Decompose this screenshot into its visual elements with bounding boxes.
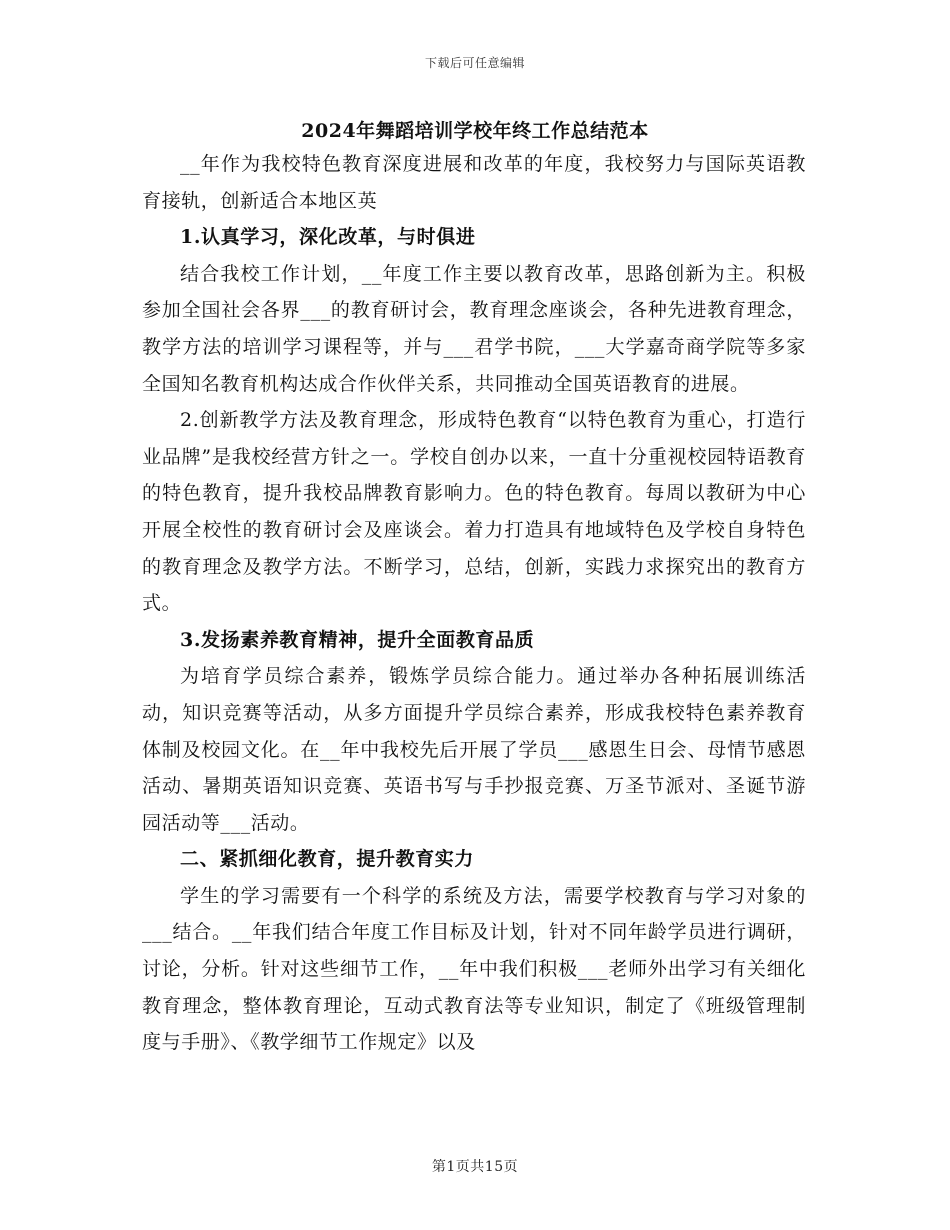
page-header-note: 下载后可任意编辑 [424,56,525,70]
section-heading-1: 1.认真学习，深化改革，与时俱进 [180,226,476,249]
paragraph-part-2: 学生的学习需要有一个科学的系统及方法，需要学校教育与学习对象的___结合。__年我们结合年度工作目标及计划，针对不同年龄学员进行调研，讨论，分析。针对这些细节工作，__年中我们积极___老师外出学习有关细化教育理念，整体教育理论，互动式教育法等专业知识，制定了《班级管理制度与手册》、《教学细节工作规定》以及 [142,884,806,1054]
page-number-footer: 第1页共15页 [431,1159,519,1175]
document-title: 2024年舞蹈培训学校年终工作总结范本 [301,120,649,142]
paragraph-section-3: 为培育学员综合素养，锻炼学员综合能力。通过举办各种拓展训练活动，知识竞赛等活动，从多方面提升学员综合素养，形成我校特色素养教育体制及校园文化。在__年中我校先后开展了学员___感恩生日会、母情节感恩活动、暑期英语知识竞赛、英语书写与手抄报竞赛、万圣节派对、圣诞节游园活动等___活动。 [142,665,806,834]
section-heading-part-2: 二、紧抓细化教育，提升教育实力 [180,848,475,871]
paragraph-intro: __年作为我校特色教育深度进展和改革的年度，我校努力与国际英语教育接轨，创新适合本地区英 [142,153,806,212]
section-heading-3: 3.发扬素养教育精神，提升全面教育品质 [180,628,535,651]
paragraph-section-2: 2.创新教学方法及教育理念，形成特色教育“以特色教育为重心，打造行业品牌”是我校经营方针之一。学校自创办以来，一直十分重视校园特语教育的特色教育，提升我校品牌教育影响力。色的特色教育。每周以教研为中心开展全校性的教育研讨会及座谈会。着力打造具有地域特色及学校自身特色的教育理念及教学方法。不断学习，总结，创新，实践力求探究出的教育方式。 [142,409,806,615]
paragraph-section-1: 结合我校工作计划，__年度工作主要以教育改革，思路创新为主。积极参加全国社会各界___的教育研讨会，教育理念座谈会，各种先进教育理念，教学方法的培训学习课程等，并与___君学书院，___大学嘉奇商学院等多家全国知名教育机构达成合作伙伴关系，共同推动全国英语教育的进展。 [142,262,806,395]
document-body [142,146,806,1061]
